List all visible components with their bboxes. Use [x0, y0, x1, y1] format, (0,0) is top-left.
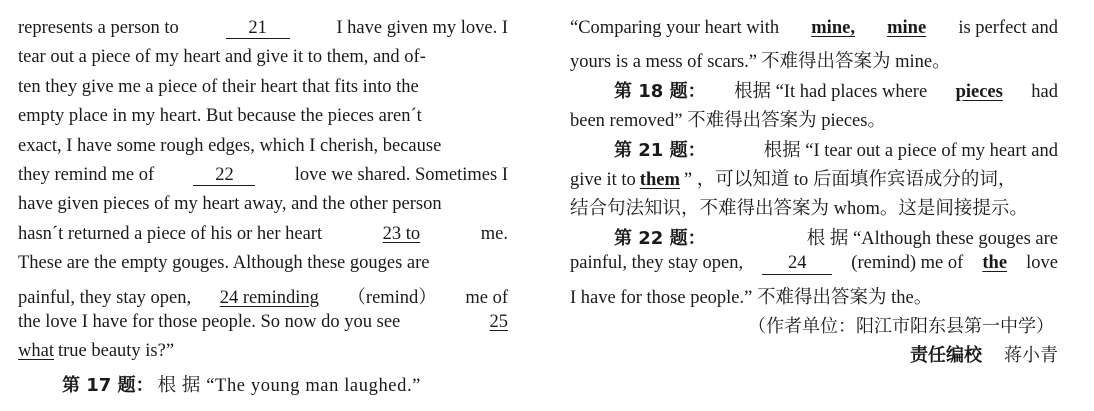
- text-line: [570, 253, 1058, 282]
- text-line: [570, 224, 1058, 253]
- text-span: painful, they stay open,: [18, 287, 192, 308]
- text-span: 根 据 “The young man laughed.”: [157, 375, 421, 396]
- text-span: represents a person to: [18, 18, 179, 38]
- text-span: I have given my love. I: [336, 18, 508, 38]
- text-line: [18, 224, 508, 253]
- text-line: [570, 77, 1058, 106]
- emphasis-the: the: [982, 253, 1008, 274]
- text-line: 结合句法知识，不难得出答案为 whom。这是间接提示。: [570, 199, 1028, 220]
- text-span: had: [1031, 81, 1058, 102]
- text-span: true beauty is?”: [57, 341, 175, 362]
- text-line: exact, I have some rough edges, which I cherish, because: [18, 135, 442, 156]
- text-span: is perfect and: [958, 18, 1058, 38]
- text-span: 根据 “I tear out a piece of my heart and: [763, 140, 1058, 161]
- text-line: [18, 283, 508, 312]
- text-span-cn: 不难得出答案为 mine。: [761, 52, 951, 73]
- text-span: ” ，可以知道 to 后面填作宾语成分的词，: [683, 169, 1017, 190]
- editor-label: 责任编校: [910, 345, 982, 367]
- emphasis-mine: mine: [887, 18, 927, 38]
- answer-25-word: what: [18, 341, 54, 362]
- text-span: (remind) me of: [851, 253, 964, 274]
- text-span: yours is a mess of scars.”: [570, 52, 758, 73]
- text-line: [18, 18, 508, 47]
- emphasis-them: them: [639, 169, 680, 190]
- answer-25: 25: [489, 311, 508, 332]
- left-column: [18, 18, 508, 400]
- text-line: ten they give me a piece of their heart that fits into the: [18, 76, 419, 97]
- text-line: [18, 165, 508, 194]
- text-line: [18, 341, 508, 370]
- text-span: me of: [465, 287, 508, 308]
- text-span: the love I have for those people. So now do you see: [18, 311, 401, 332]
- text-line: [570, 18, 1058, 47]
- text-span: me.: [480, 223, 508, 244]
- text-line: [570, 312, 1058, 341]
- text-line: tear out a piece of my heart and give it to them, and of-: [18, 47, 426, 68]
- question-heading-21: 第 21 题：: [614, 139, 706, 161]
- question-heading-22: 第 22 题：: [614, 227, 706, 249]
- text-span: love we shared. Sometimes I: [294, 164, 508, 185]
- text-span: 根据 “It had places where: [734, 81, 928, 102]
- text-line: [570, 47, 1058, 76]
- text-span: they remind me of: [18, 164, 155, 185]
- text-line: [570, 165, 1058, 194]
- text-span: painful, they stay open,: [570, 253, 744, 274]
- text-line: [570, 136, 1058, 165]
- answer-blank-21: 21: [226, 19, 290, 39]
- text-span: love: [1026, 253, 1058, 274]
- hint-paren: （remind）: [347, 287, 437, 308]
- text-span: “Comparing your heart with: [570, 18, 780, 38]
- text-line: [18, 312, 508, 341]
- text-line: [18, 371, 508, 400]
- answer-blank-22: 22: [193, 166, 255, 186]
- text-line: These are the empty gouges. Although these gouges are: [18, 253, 430, 274]
- editor-name: 蒋小青: [1004, 345, 1058, 367]
- text-span: hasn´t returned a piece of his or her heart: [18, 223, 323, 244]
- text-span: give it to: [570, 169, 636, 190]
- author-affiliation: （作者单位：阳江市阳东县第一中学）: [748, 315, 1054, 336]
- answer-24: 24 reminding: [219, 287, 319, 308]
- text-line: I have for those people.” 不难得出答案为 the。: [570, 287, 933, 308]
- text-line: been removed” 不难得出答案为 pieces。: [570, 111, 886, 132]
- emphasis-mine: mine,: [811, 18, 855, 38]
- right-column: [570, 18, 1058, 371]
- question-heading-18: 第 18 题：: [614, 80, 706, 102]
- text-line: empty place in my heart. But because the pieces aren´t: [18, 106, 422, 127]
- text-line: have given pieces of my heart away, and the other person: [18, 194, 442, 215]
- text-line: [570, 341, 1058, 370]
- answer-23: 23 to: [382, 223, 421, 244]
- emphasis-pieces: pieces: [955, 81, 1003, 102]
- text-span: 根 据 “Although these gouges are: [806, 228, 1058, 249]
- answer-blank-24: 24: [762, 254, 832, 274]
- question-heading-17: 第 17 题：: [62, 374, 154, 396]
